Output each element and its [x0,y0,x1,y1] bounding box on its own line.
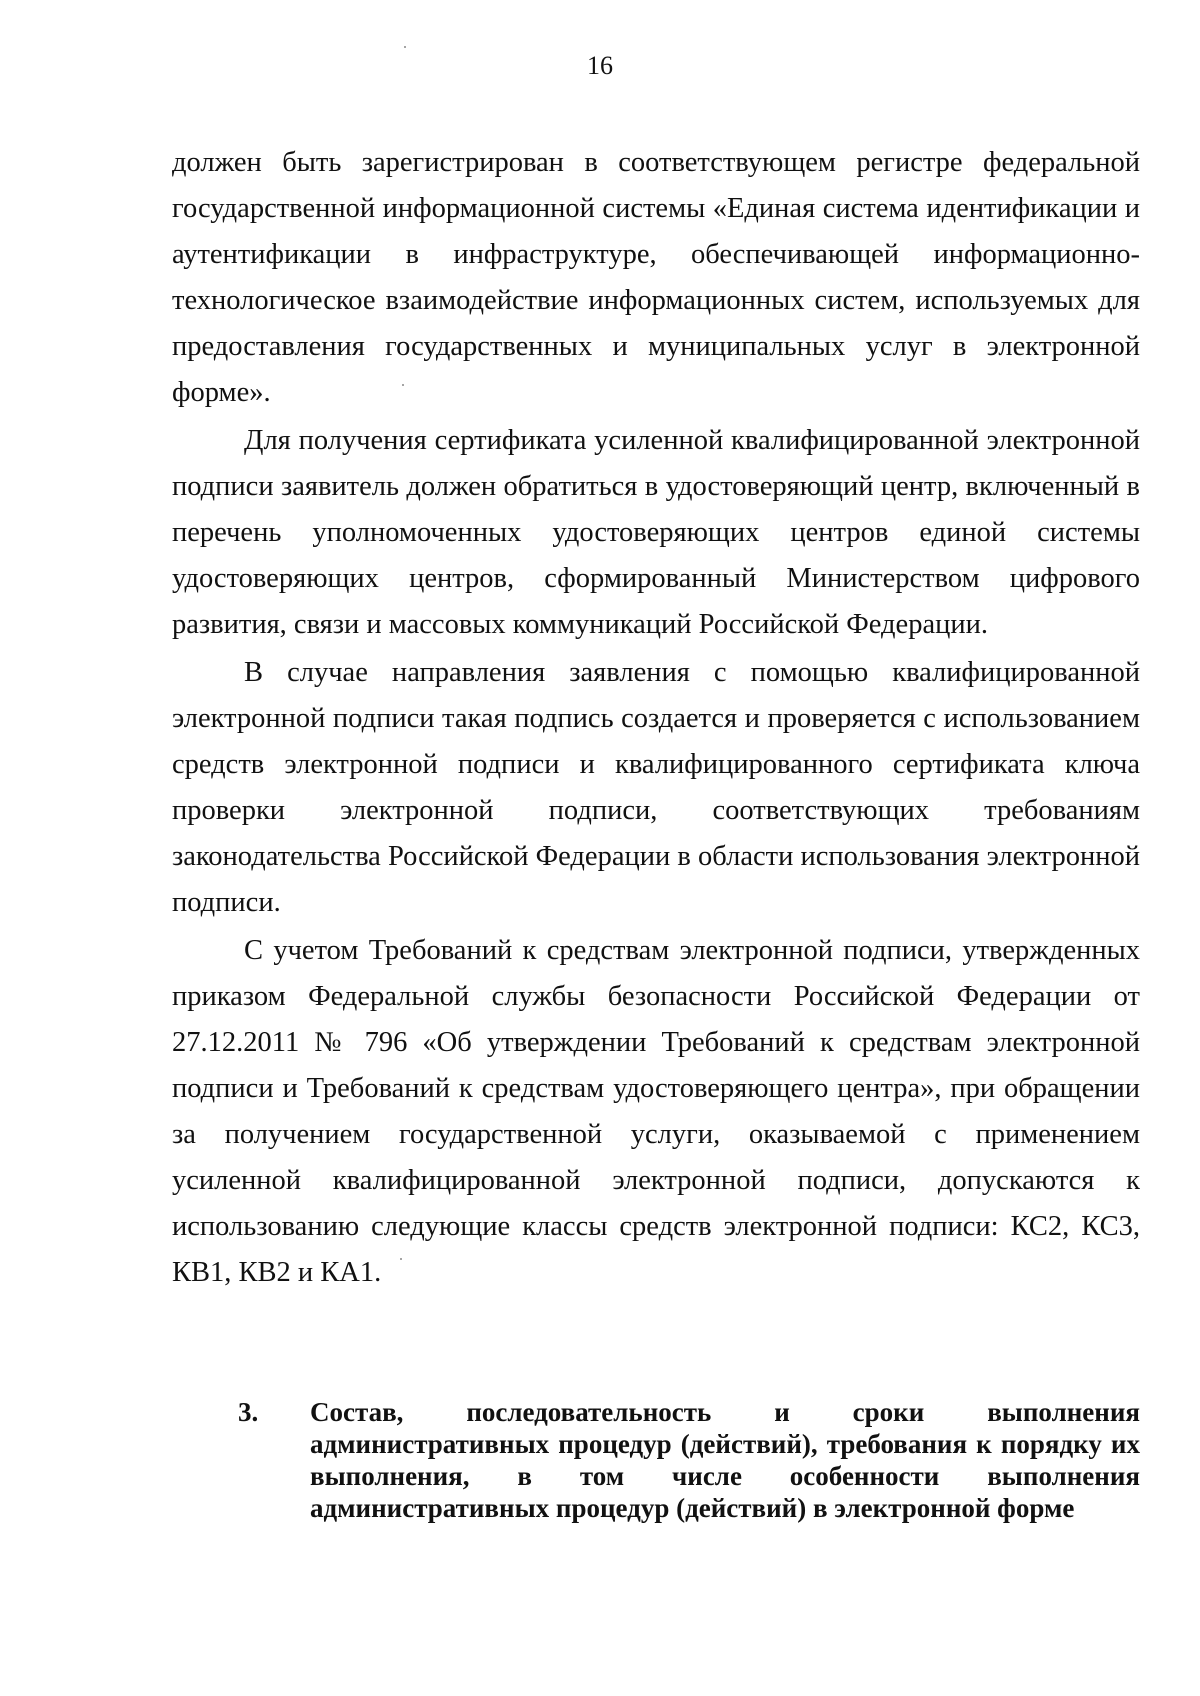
paragraph-registration: должен быть зарегистрирован в соответствующем регистре федеральной государственной информационной системы «Единая система идентификации и аутентификации в инфраструктуре, обеспечивающей информационно-технологическое взаимодействие информационных систем, используемых для предоставления государственных и муниципальных услуг в электронной форме». [172,147,1140,408]
paragraph-signature-classes: С учетом Требований к средствам электронной подписи, утвержденных приказом Федеральной службы безопасности Российской Федерации от 27.12.2011 № 796 «Об утверждении Требований к средствам электронной подписи и Требований к средствам удостоверяющего центра», при обращении за получением государственной услуги, оказываемой с применением усиленной квалифицированной электронной подписи, допускаются к использованию следующие классы средств электронной подписи: КС2, КС3, КВ1, КВ2 и КА1. [172,935,1140,1288]
page-number: 16 [587,51,613,80]
section-number: 3. [238,1397,259,1427]
section-title: Состав, последовательность и сроки выполнения административных процедур (действий), требования к порядку их выполнения, в том числе особенности выполнения административных процедур (действий) в электронной форме [310,1397,1140,1523]
scan-speck [400,1258,402,1260]
document-body [172,140,1140,1296]
section-heading [238,1396,1140,1524]
paragraph-signature-usage: В случае направления заявления с помощью квалифицированной электронной подписи такая подпись создается и проверяется с использованием средств электронной подписи и квалифицированного сертификата ключа проверки электронной подписи, соответствующих требованиям законодательства Российской Федерации в области использования электронной подписи. [172,657,1140,918]
paragraph-certificate: Для получения сертификата усиленной квалифицированной электронной подписи заявитель должен обратиться в удостоверяющий центр, включенный в перечень уполномоченных удостоверяющих центров единой системы удостоверяющих центров, сформированный Министерством цифрового развития, связи и массовых коммуникаций Российской Федерации. [172,425,1140,640]
scan-speck [404,46,406,48]
scan-speck [402,384,404,386]
